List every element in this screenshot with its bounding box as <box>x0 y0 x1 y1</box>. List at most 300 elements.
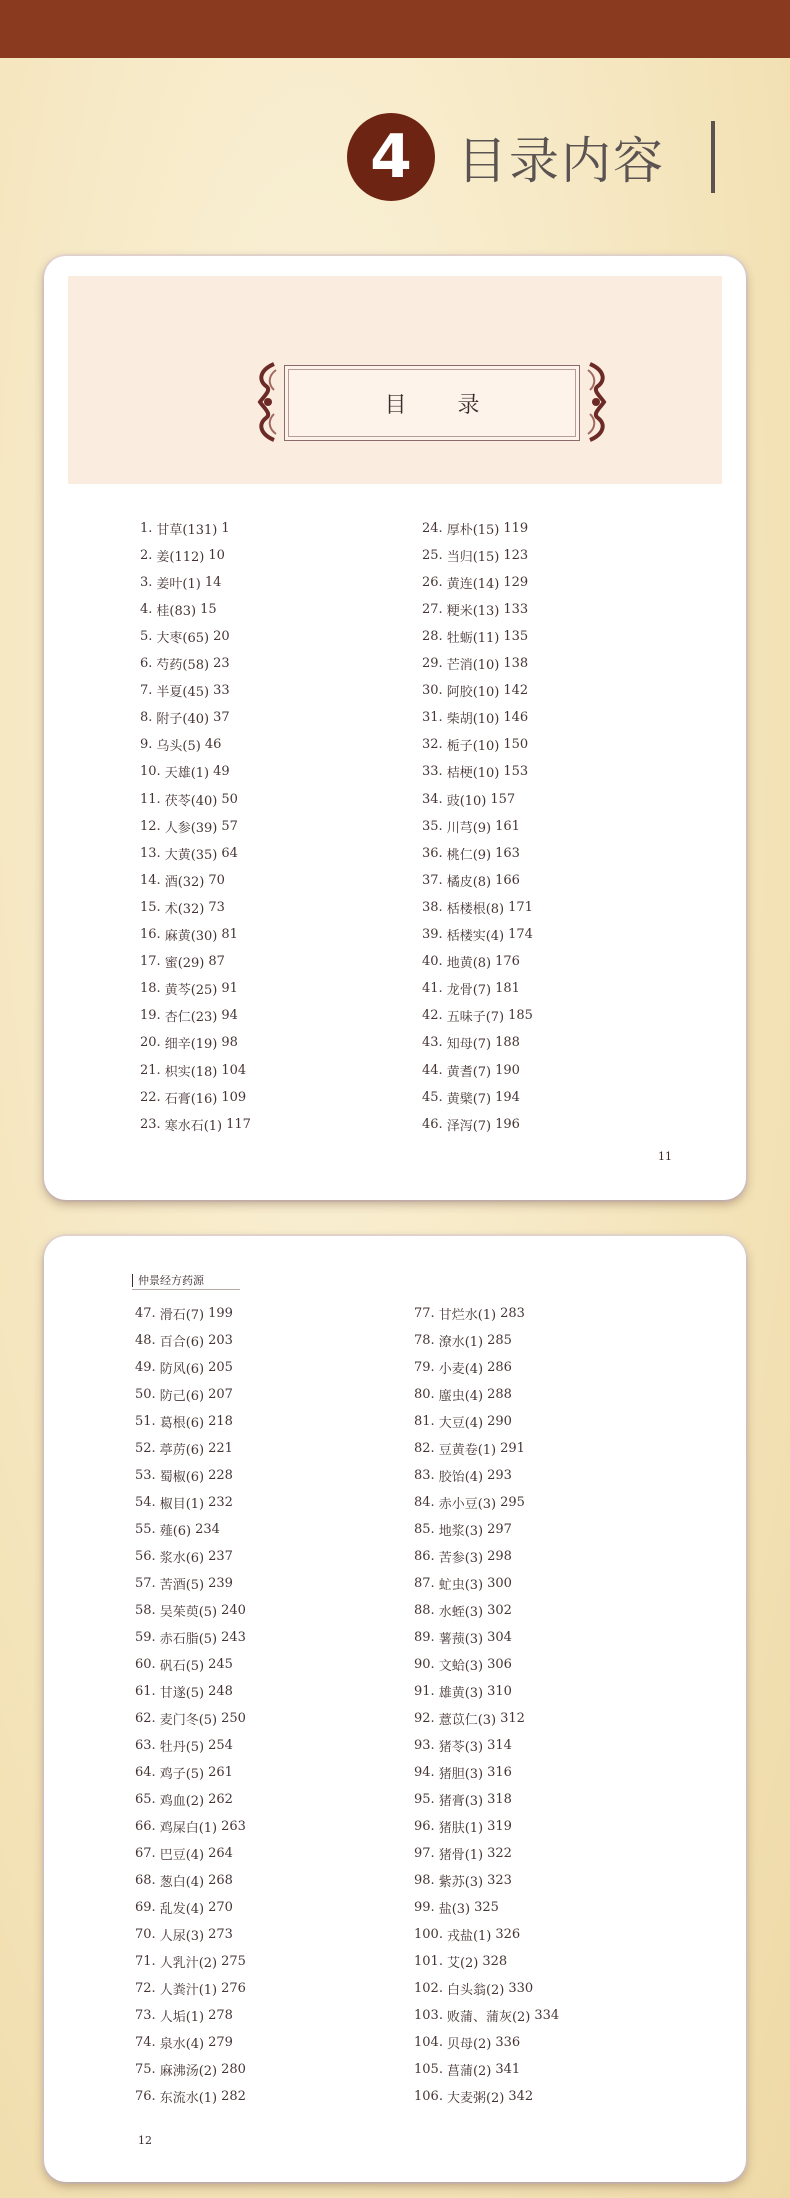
toc-entry[interactable] <box>140 599 217 619</box>
entry-number: 35. <box>422 818 443 834</box>
toc-entry[interactable] <box>414 1897 499 1917</box>
toc-entry[interactable] <box>140 1114 251 1134</box>
toc-entry[interactable] <box>414 1573 512 1593</box>
entry-title: 寒水石(1) <box>164 1118 223 1134</box>
entry-title: 大麦粥(2) <box>446 2090 505 2106</box>
entry-page: 64 <box>221 845 238 861</box>
entry-number: 10. <box>140 764 161 780</box>
entry-title: 豆黄卷(1) <box>438 1442 497 1458</box>
entry-title: 黄芩(25) <box>164 983 218 999</box>
entry-number: 36. <box>422 845 443 861</box>
toc-entry[interactable] <box>135 1600 246 1620</box>
entry-title: 泉水(4) <box>159 2036 205 2052</box>
entry-number: 26. <box>422 574 443 590</box>
toc-entry[interactable] <box>140 1087 246 1107</box>
entry-page: 218 <box>208 1413 233 1429</box>
toc-entry[interactable] <box>135 1735 233 1755</box>
toc-entry[interactable] <box>414 1330 512 1350</box>
entry-page: 14 <box>204 574 222 590</box>
entry-number: 17. <box>140 954 161 970</box>
entry-page: 228 <box>208 1467 233 1483</box>
entry-page: 262 <box>208 1791 233 1807</box>
toc-entry[interactable] <box>422 545 528 565</box>
entry-page: 70 <box>208 872 225 888</box>
toc-entry[interactable] <box>414 1492 525 1512</box>
entry-title: 桃仁(9) <box>446 847 492 863</box>
toc-entry[interactable] <box>140 545 225 565</box>
entry-title: 葛根(6) <box>159 1415 205 1431</box>
toc-entry[interactable] <box>414 1951 507 1971</box>
entry-title: 贝母(2) <box>446 2036 492 2052</box>
toc-entry[interactable] <box>414 1762 512 1782</box>
entry-number: 8. <box>140 710 153 726</box>
entry-page: 290 <box>487 1413 512 1429</box>
toc-entry[interactable] <box>414 2005 559 2025</box>
entry-page: 157 <box>490 791 516 807</box>
entry-page: 37 <box>213 710 230 726</box>
entry-page: 142 <box>503 683 529 699</box>
entry-page: 94 <box>221 1008 238 1024</box>
entry-title: 姜叶(1) <box>156 576 201 592</box>
entry-page: 81 <box>221 927 238 942</box>
entry-page: 243 <box>221 1629 246 1645</box>
entry-number: 80. <box>414 1386 435 1402</box>
toc-entry[interactable] <box>135 1411 233 1431</box>
entry-number: 65. <box>135 1791 156 1807</box>
entry-page: 275 <box>221 1953 246 1969</box>
entry-title: 芒消(10) <box>446 658 500 673</box>
entry-page: 318 <box>487 1791 512 1807</box>
toc-entry[interactable] <box>135 1870 233 1890</box>
toc-entry[interactable] <box>135 1816 246 1836</box>
toc-entry[interactable] <box>422 843 520 863</box>
entry-number: 95. <box>414 1791 435 1807</box>
entry-page: 280 <box>221 2061 246 2077</box>
entry-title: 败蒲、蒲灰(2) <box>446 2009 531 2025</box>
entry-number: 11. <box>140 791 161 807</box>
entry-title: 赤小豆(3) <box>438 1496 497 1512</box>
entry-page: 49 <box>213 764 230 780</box>
entry-page: 161 <box>495 818 520 834</box>
toc-entry[interactable] <box>422 735 528 755</box>
entry-number: 45. <box>422 1089 443 1105</box>
entry-title: 麻黄(30) <box>164 929 218 944</box>
toc-entry[interactable] <box>135 1384 233 1404</box>
entry-number: 48. <box>135 1332 156 1348</box>
toc-entry[interactable] <box>135 2032 233 2052</box>
entry-page: 336 <box>495 2034 521 2050</box>
toc-entry[interactable] <box>140 1006 238 1026</box>
toc-entry[interactable] <box>140 1033 238 1053</box>
toc-entry[interactable] <box>140 816 238 836</box>
toc-entry[interactable] <box>422 654 528 674</box>
entry-page: 245 <box>208 1656 233 1672</box>
scroll-ornament-left-icon <box>254 360 280 444</box>
toc-entry[interactable] <box>414 1465 512 1485</box>
entry-title: 川芎(9) <box>446 820 492 836</box>
toc-entry[interactable] <box>414 1816 512 1836</box>
toc-entry[interactable] <box>135 1843 233 1863</box>
toc-entry[interactable] <box>414 1438 525 1458</box>
toc-entry[interactable] <box>135 2059 246 2079</box>
toc-entry[interactable] <box>414 2059 520 2079</box>
toc-entry[interactable] <box>414 1843 512 1863</box>
entry-number: 31. <box>422 710 443 726</box>
toc-entry[interactable] <box>422 1060 520 1080</box>
entry-title: 甘烂水(1) <box>438 1307 497 1323</box>
entry-number: 1. <box>140 520 153 536</box>
toc-entry[interactable] <box>414 1357 512 1377</box>
entry-page: 254 <box>208 1737 233 1753</box>
toc-entry[interactable] <box>135 1978 246 1998</box>
entry-title: 五味子(7) <box>446 1010 505 1026</box>
toc-entry[interactable] <box>140 572 221 592</box>
entry-number: 71. <box>135 1953 156 1969</box>
entry-number: 13. <box>140 845 161 861</box>
entry-number: 18. <box>140 981 161 997</box>
toc-entry[interactable] <box>422 952 520 972</box>
entry-page: 87 <box>208 954 225 970</box>
toc-entry[interactable] <box>135 1789 233 1809</box>
entry-title: 白头翁(2) <box>446 1982 505 1998</box>
entry-page: 171 <box>508 899 533 915</box>
entry-page: 279 <box>208 2034 233 2050</box>
entry-page: 312 <box>500 1710 525 1726</box>
running-head: 仲景经方药源 <box>132 1274 204 1287</box>
toc-page-11 <box>44 256 746 1200</box>
toc-entry[interactable] <box>414 1978 533 1998</box>
toc-entry[interactable] <box>135 1519 220 1539</box>
entry-title: 豉(10) <box>446 793 487 809</box>
entry-number: 99. <box>414 1899 435 1915</box>
entry-page: 239 <box>208 1575 233 1591</box>
entry-title: 艾(2) <box>446 1955 479 1971</box>
entry-page: 153 <box>503 764 529 780</box>
entry-page: 123 <box>503 547 529 563</box>
entry-title: 半夏(45) <box>156 685 210 701</box>
entry-page: 341 <box>495 2061 521 2077</box>
entry-number: 25. <box>422 547 443 563</box>
entry-title: 薤(6) <box>159 1523 192 1539</box>
entry-title: 猪膏(3) <box>438 1793 484 1809</box>
entry-number: 20. <box>140 1035 161 1051</box>
toc-entry[interactable] <box>422 1114 520 1134</box>
entry-title: 猪骨(1) <box>438 1847 484 1863</box>
toc-title-frame <box>284 365 580 441</box>
toc-entry[interactable] <box>135 1330 233 1350</box>
toc-entry[interactable] <box>135 1951 246 1971</box>
toc-entry[interactable] <box>140 952 225 972</box>
entry-page: 250 <box>221 1710 246 1726</box>
entry-page: 150 <box>503 737 529 753</box>
entry-page: 117 <box>226 1116 251 1132</box>
entry-number: 90. <box>414 1656 435 1672</box>
toc-entry[interactable] <box>414 2086 533 2106</box>
entry-title: 猪苓(3) <box>438 1739 484 1755</box>
entry-number: 55. <box>135 1521 156 1537</box>
toc-entry[interactable] <box>422 518 528 538</box>
entry-page: 248 <box>208 1683 233 1699</box>
entry-title: 柴胡(10) <box>446 712 500 728</box>
toc-entry[interactable] <box>140 681 230 701</box>
entry-page: 291 <box>500 1440 525 1456</box>
toc-entry[interactable] <box>135 1897 233 1917</box>
entry-number: 77. <box>414 1305 435 1321</box>
toc-entry[interactable] <box>135 2086 246 2106</box>
entry-title: 牡蛎(11) <box>446 630 500 646</box>
entry-number: 75. <box>135 2061 156 2077</box>
entry-number: 87. <box>414 1575 435 1591</box>
entry-number: 40. <box>422 954 443 970</box>
entry-page: 207 <box>208 1386 233 1402</box>
toc-entry[interactable] <box>135 1465 233 1485</box>
entry-title: 黄檗(7) <box>446 1091 492 1107</box>
entry-page: 166 <box>495 872 520 888</box>
entry-page: 133 <box>503 601 529 617</box>
entry-page: 196 <box>495 1116 520 1132</box>
toc-entry[interactable] <box>414 2032 520 2052</box>
toc-entry[interactable] <box>422 626 528 646</box>
entry-number: 50. <box>135 1386 156 1402</box>
toc-entry[interactable] <box>140 654 230 674</box>
entry-title: 矾石(5) <box>159 1658 205 1674</box>
entry-number: 32. <box>422 737 443 753</box>
toc-entry[interactable] <box>414 1789 512 1809</box>
entry-title: 葱白(4) <box>159 1874 205 1890</box>
toc-entry[interactable] <box>414 1600 512 1620</box>
entry-page: 285 <box>487 1332 512 1348</box>
toc-entry[interactable] <box>422 979 520 999</box>
toc-entry[interactable] <box>414 1924 520 1944</box>
entry-page: 323 <box>487 1872 512 1888</box>
toc-entry[interactable] <box>140 1060 246 1080</box>
entry-title: 桂(83) <box>156 603 197 619</box>
entry-title: 䗪虫(4) <box>438 1388 484 1404</box>
toc-entry[interactable] <box>414 1735 512 1755</box>
entry-number: 42. <box>422 1008 443 1024</box>
entry-title: 吴茱萸(5) <box>159 1604 218 1620</box>
toc-entry[interactable] <box>135 1573 233 1593</box>
entry-title: 人尿(3) <box>159 1928 205 1944</box>
toc-entry[interactable] <box>135 1654 233 1674</box>
entry-title: 麦门冬(5) <box>159 1712 218 1728</box>
entry-number: 53. <box>135 1467 156 1483</box>
toc-entry[interactable] <box>140 925 238 945</box>
toc-entry[interactable] <box>140 897 225 917</box>
entry-title: 苦酒(5) <box>159 1577 205 1593</box>
toc-entry[interactable] <box>135 2005 233 2025</box>
entry-number: 57. <box>135 1575 156 1591</box>
toc-entry[interactable] <box>135 1303 233 1323</box>
entry-title: 胶饴(4) <box>438 1469 484 1485</box>
entry-number: 14. <box>140 872 161 888</box>
toc-entry[interactable] <box>140 789 238 809</box>
entry-page: 194 <box>495 1089 520 1105</box>
toc-entry[interactable] <box>140 708 230 728</box>
toc-entry[interactable] <box>414 1681 512 1701</box>
entry-title: 文蛤(3) <box>438 1658 484 1674</box>
toc-entry[interactable] <box>414 1303 525 1323</box>
toc-entry[interactable] <box>140 979 238 999</box>
entry-page: 163 <box>495 845 520 861</box>
entry-title: 水蛭(3) <box>438 1604 484 1620</box>
entry-page: 33 <box>213 683 230 699</box>
entry-title: 术(32) <box>164 901 205 917</box>
entry-page: 98 <box>221 1035 238 1051</box>
entry-number: 41. <box>422 981 443 997</box>
toc-entry[interactable] <box>135 1708 246 1728</box>
toc-entry[interactable] <box>140 518 230 538</box>
entry-title: 粳米(13) <box>446 603 500 619</box>
entry-title: 大枣(65) <box>156 630 210 646</box>
entry-title: 乌头(5) <box>156 739 201 755</box>
entry-page: 176 <box>495 954 520 970</box>
entry-page: 221 <box>208 1440 233 1456</box>
toc-entry[interactable] <box>422 897 533 917</box>
entry-title: 栝楼根(8) <box>446 901 505 917</box>
entry-page: 263 <box>221 1818 246 1834</box>
toc-entry[interactable] <box>422 870 520 890</box>
entry-number: 27. <box>422 601 443 617</box>
toc-entry[interactable] <box>135 1681 233 1701</box>
entry-page: 50 <box>221 791 238 807</box>
toc-entry[interactable] <box>414 1708 525 1728</box>
entry-title: 芍药(58) <box>156 658 210 673</box>
entry-number: 96. <box>414 1818 435 1834</box>
toc-entry[interactable] <box>140 843 238 863</box>
entry-number: 6. <box>140 656 153 671</box>
entry-page: 270 <box>208 1899 233 1915</box>
entry-number: 33. <box>422 764 443 780</box>
entry-number: 9. <box>140 737 153 753</box>
entry-page: 328 <box>482 1953 508 1969</box>
toc-entry[interactable] <box>422 708 528 728</box>
entry-page: 325 <box>474 1899 499 1915</box>
entry-number: 94. <box>414 1764 435 1780</box>
toc-entry[interactable] <box>140 870 225 890</box>
entry-page: 234 <box>195 1521 220 1537</box>
entry-number: 82. <box>414 1440 435 1456</box>
entry-number: 72. <box>135 1980 156 1996</box>
entry-page: 283 <box>500 1305 525 1321</box>
entry-page: 268 <box>208 1872 233 1888</box>
entry-title: 麻沸汤(2) <box>159 2063 218 2079</box>
entry-number: 30. <box>422 683 443 699</box>
entry-number: 16. <box>140 927 161 942</box>
entry-page: 119 <box>503 520 529 536</box>
entry-number: 23. <box>140 1116 161 1132</box>
entry-title: 大豆(4) <box>438 1415 484 1431</box>
entry-number: 83. <box>414 1467 435 1483</box>
entry-number: 21. <box>140 1062 161 1078</box>
entry-page: 278 <box>208 2007 233 2023</box>
entry-number: 93. <box>414 1737 435 1753</box>
toc-entry[interactable] <box>422 599 528 619</box>
toc-entry[interactable] <box>422 925 533 945</box>
toc-entry[interactable] <box>422 816 520 836</box>
entry-title: 雄黄(3) <box>438 1685 484 1701</box>
entry-number: 86. <box>414 1548 435 1564</box>
toc-entry[interactable] <box>422 572 528 592</box>
entry-number: 3. <box>140 574 153 590</box>
toc-entry[interactable] <box>422 1006 533 1026</box>
entry-page: 293 <box>487 1467 512 1483</box>
entry-page: 146 <box>503 710 529 726</box>
toc-entry[interactable] <box>422 1087 520 1107</box>
entry-number: 34. <box>422 791 443 807</box>
entry-number: 98. <box>414 1872 435 1888</box>
toc-entry[interactable] <box>422 762 528 782</box>
toc-entry[interactable] <box>135 1762 233 1782</box>
toc-entry[interactable] <box>414 1519 512 1539</box>
toc-entry[interactable] <box>135 1924 233 1944</box>
entry-page: 295 <box>500 1494 525 1510</box>
toc-entry[interactable] <box>135 1438 233 1458</box>
entry-number: 66. <box>135 1818 156 1834</box>
entry-title: 鸡屎白(1) <box>159 1820 218 1836</box>
entry-page: 306 <box>487 1656 512 1672</box>
entry-title: 地浆(3) <box>438 1523 484 1539</box>
entry-number: 79. <box>414 1359 435 1375</box>
entry-title: 葶苈(6) <box>159 1442 205 1458</box>
entry-title: 鸡子(5) <box>159 1766 205 1782</box>
toc-entry[interactable] <box>135 1357 233 1377</box>
entry-page: 302 <box>487 1602 512 1618</box>
toc-entry[interactable] <box>414 1546 512 1566</box>
toc-entry[interactable] <box>135 1546 233 1566</box>
toc-entry[interactable] <box>140 626 230 646</box>
entry-title: 椒目(1) <box>159 1496 205 1512</box>
section-header <box>347 112 665 202</box>
toc-entry[interactable] <box>414 1411 512 1431</box>
entry-number: 61. <box>135 1683 156 1699</box>
toc-entry[interactable] <box>422 1033 520 1053</box>
entry-number: 47. <box>135 1305 156 1321</box>
toc-entry[interactable] <box>422 789 515 809</box>
entry-page: 310 <box>487 1683 512 1699</box>
entry-page: 73 <box>208 899 225 915</box>
entry-title: 栝楼实(4) <box>446 929 505 944</box>
toc-entry[interactable] <box>140 762 230 782</box>
toc-entry[interactable] <box>414 1384 512 1404</box>
entry-title: 蜜(29) <box>164 956 205 972</box>
entry-page: 288 <box>487 1386 512 1402</box>
entry-page: 298 <box>487 1548 512 1564</box>
entry-page: 46 <box>204 737 222 753</box>
toc-entry[interactable] <box>140 735 221 755</box>
entry-title: 橘皮(8) <box>446 874 492 890</box>
entry-page: 330 <box>508 1980 534 1996</box>
toc-entry[interactable] <box>414 1627 512 1647</box>
entry-number: 64. <box>135 1764 156 1780</box>
entry-page: 129 <box>503 574 529 590</box>
toc-entry[interactable] <box>422 681 528 701</box>
page-number: 11 <box>658 1150 672 1163</box>
entry-number: 60. <box>135 1656 156 1672</box>
toc-entry[interactable] <box>135 1627 246 1647</box>
toc-entry[interactable] <box>135 1492 233 1512</box>
entry-page: 276 <box>221 1980 246 1996</box>
toc-entry[interactable] <box>414 1870 512 1890</box>
toc-entry[interactable] <box>414 1654 512 1674</box>
entry-title: 薯蓣(3) <box>438 1631 484 1647</box>
title-divider <box>711 121 715 193</box>
entry-title: 菖蒲(2) <box>446 2063 492 2079</box>
entry-number: 46. <box>422 1116 443 1132</box>
entry-title: 蜀椒(6) <box>159 1469 205 1485</box>
entry-page: 10 <box>208 547 225 563</box>
entry-title: 甘草(131) <box>156 522 218 538</box>
